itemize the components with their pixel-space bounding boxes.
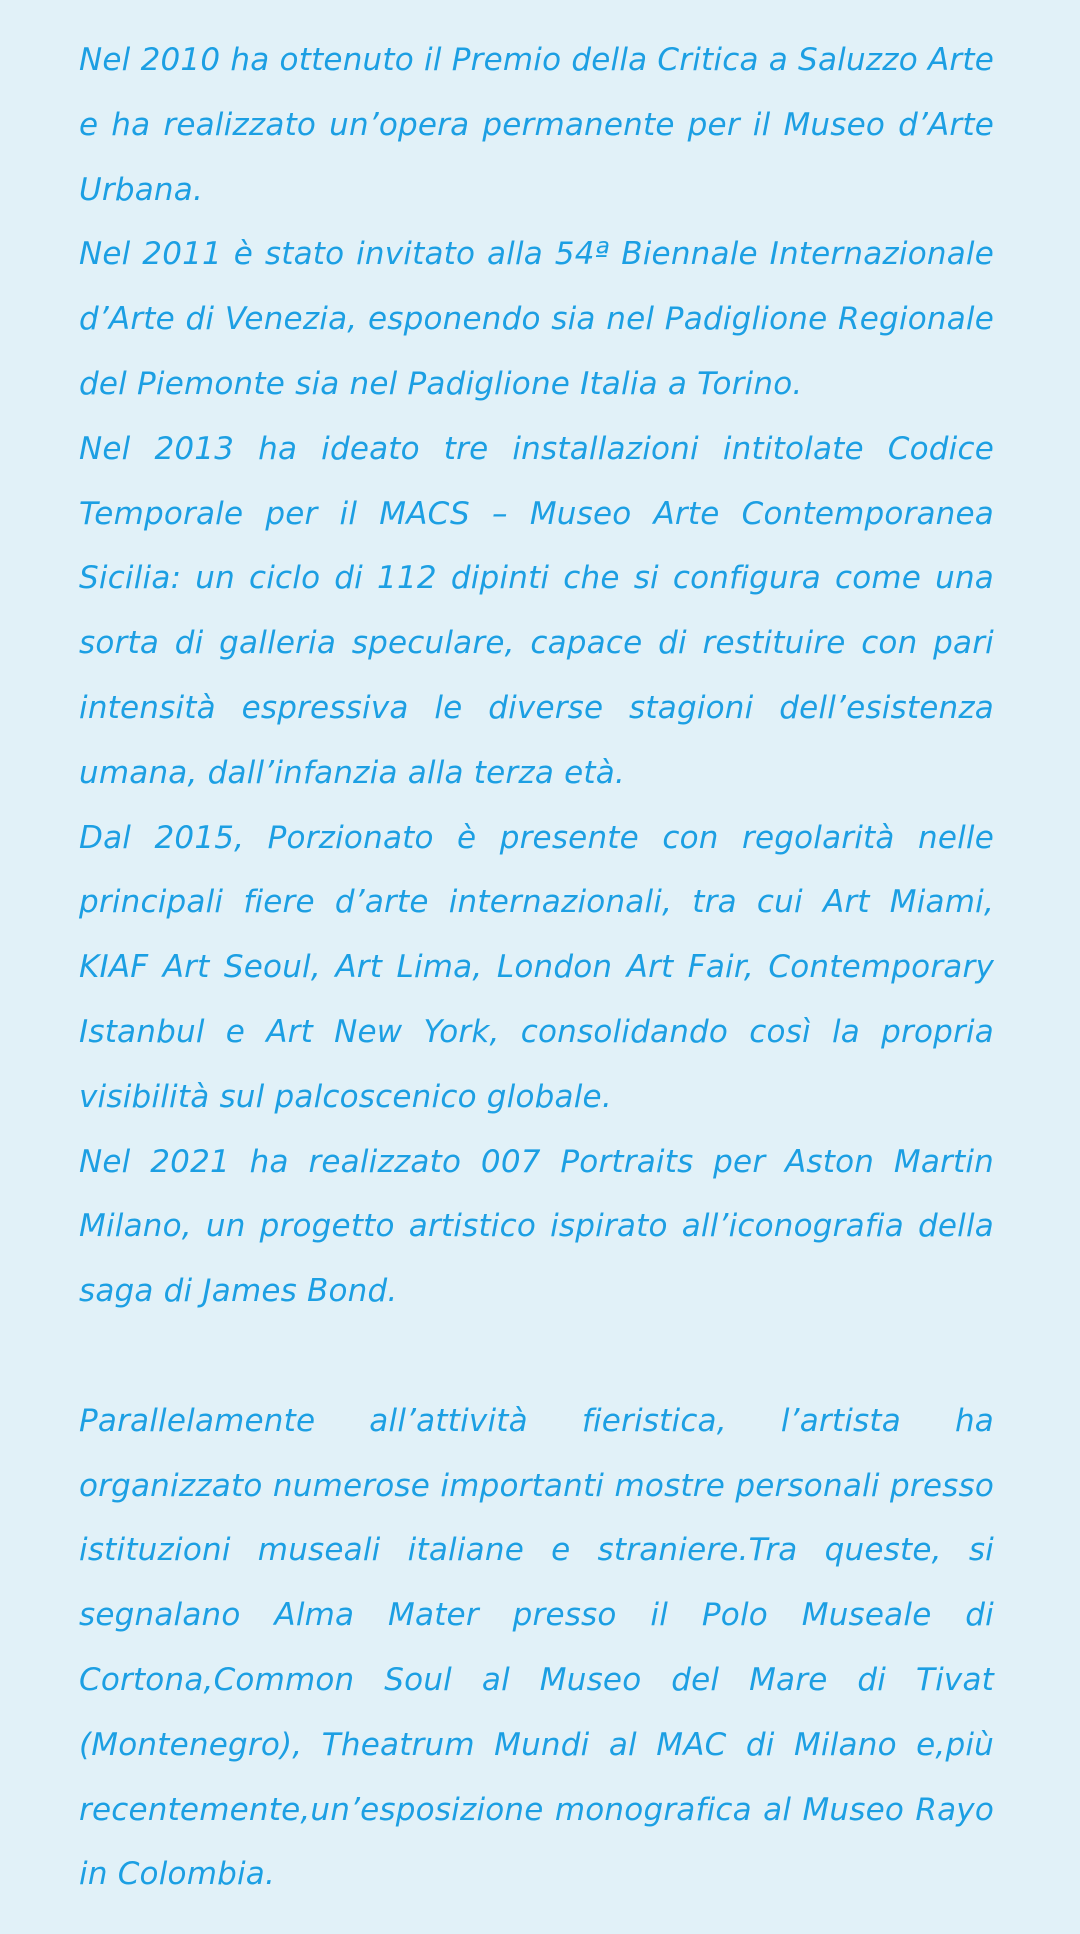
paragraph-2010: Nel 2010 ha ottenuto il Premio della Critica a Saluzzo Arte e ha realizzato un’opera permanente per il Museo d’Arte Urbana. <box>79 42 994 208</box>
paragraph-2011: Nel 2011 è stato invitato alla 54ª Biennale Internazionale d’Arte di Venezia, esponendo sia nel Padiglione Regionale del Piemonte sia nel Padiglione Italia a Torino. <box>79 236 994 402</box>
paragraph-2013: Nel 2013 ha ideato tre installazioni intitolate Codice Temporale per il MACS – Museo Arte Contemporanea Sicilia: un ciclo di 112 dipinti che si configura come una sorta di galleria speculare, capace di restituire con pari intensità espressiva le diverse stagioni dell’esistenza umana, dall’infanzia alla terza età. <box>79 430 994 791</box>
paragraph-exhibitions: Parallelamente all’attività fieristica, l’artista ha organizzato numerose importanti mostre personali presso istituzioni museali italiane e straniere.Tra queste, si segnalano Alma Mater presso il Polo Museale di Cortona,Common Soul al Museo del Mare di Tivat (Montenegro), Theatrum Mundi al MAC di Milano e,più recentemente,un’esposizione monografica al Museo Rayo in Colombia. <box>79 1402 994 1893</box>
paragraph-2021: Nel 2021 ha realizzato 007 Portraits per Aston Martin Milano, un progetto artistico ispirato all’iconografia della saga di James Bond. <box>79 1143 994 1310</box>
paragraph-spacer <box>79 1324 994 1389</box>
paragraph-2015: Dal 2015, Porzionato è presente con regolarità nelle principali fiere d’arte internazionali, tra cui Art Miami, KIAF Art Seoul, Art Lima, London Art Fair, Contemporary Istanbul e Art New York, consolidando così la propria visibilità sul palcoscenico globale. <box>79 819 994 1115</box>
